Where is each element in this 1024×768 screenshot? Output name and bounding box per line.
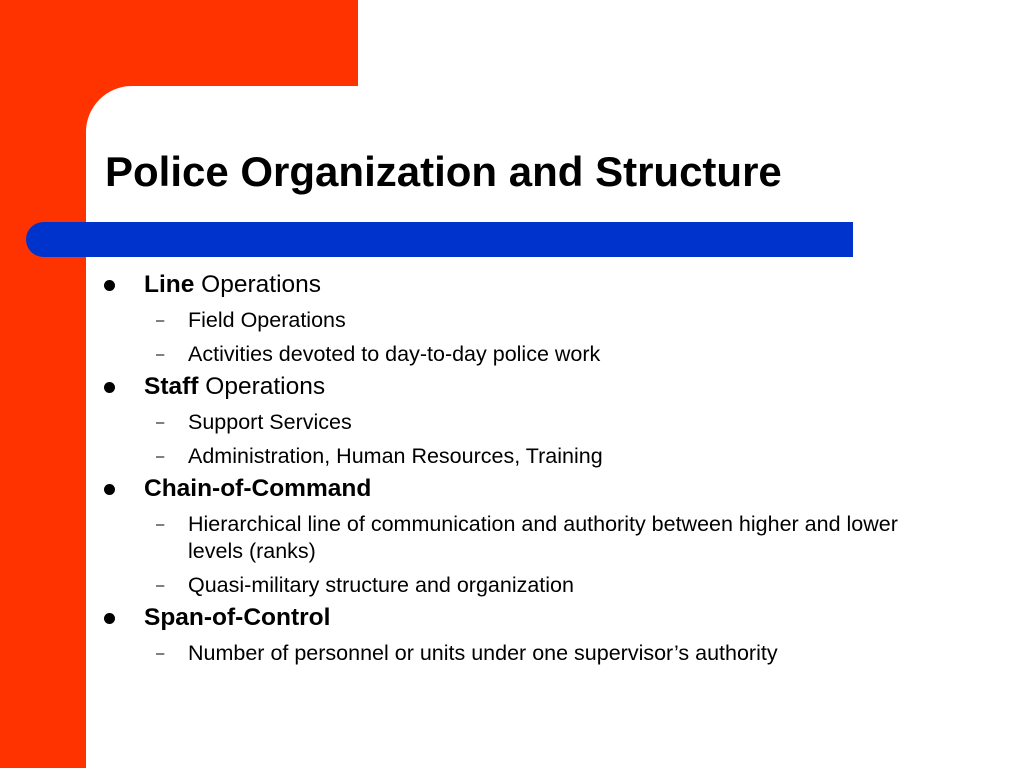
bullet-item-line-operations: [104, 270, 924, 300]
bullet-list: [104, 266, 924, 667]
bullet-text: Operations: [194, 271, 322, 298]
bullet-dot-icon: [104, 484, 115, 495]
bullet-keyword: Staff: [144, 373, 199, 400]
bullet-item-chain-of-command: [104, 474, 924, 504]
dash-marker-icon: –: [156, 414, 165, 431]
bullet-item-span-of-control: [104, 603, 924, 633]
bullet-dot-icon: [104, 613, 115, 624]
sub-item: [104, 443, 924, 470]
sub-item-text: Activities devoted to day-to-day police work: [188, 342, 601, 366]
decorative-red-sidebar: [0, 0, 86, 768]
decorative-blue-bar: [26, 222, 853, 257]
bullet-keyword: Span-of-Control: [144, 604, 331, 631]
sub-item: [104, 409, 924, 436]
dash-marker-icon: –: [156, 448, 165, 465]
sub-item-text: Hierarchical line of communication and authority between higher and lower levels (ranks): [188, 512, 898, 563]
bullet-text: Operations: [198, 373, 326, 400]
sub-item-text: Administration, Human Resources, Training: [188, 444, 603, 468]
bullet-dot-icon: [104, 280, 115, 291]
sub-item-text: Number of personnel or units under one supervisor’s authority: [188, 641, 778, 665]
slide-title: Police Organization and Structure: [105, 148, 782, 195]
dash-marker-icon: –: [156, 312, 165, 329]
sub-item-text: Support Services: [188, 410, 352, 434]
dash-marker-icon: –: [156, 346, 165, 363]
dash-marker-icon: –: [156, 577, 165, 594]
bullet-keyword: Chain-of-Command: [144, 475, 372, 502]
sub-item: [104, 640, 924, 667]
decorative-red-top-block: [0, 0, 358, 86]
bullet-dot-icon: [104, 382, 115, 393]
sub-item: [104, 511, 924, 565]
sub-item: [104, 307, 924, 334]
sub-item-text: Quasi-military structure and organization: [188, 573, 574, 597]
sub-item: [104, 572, 924, 599]
sub-item: [104, 341, 924, 368]
bullet-keyword: Line: [144, 271, 195, 298]
dash-marker-icon: –: [156, 645, 165, 662]
dash-marker-icon: –: [156, 516, 165, 533]
bullet-item-staff-operations: [104, 372, 924, 402]
sub-item-text: Field Operations: [188, 308, 346, 332]
